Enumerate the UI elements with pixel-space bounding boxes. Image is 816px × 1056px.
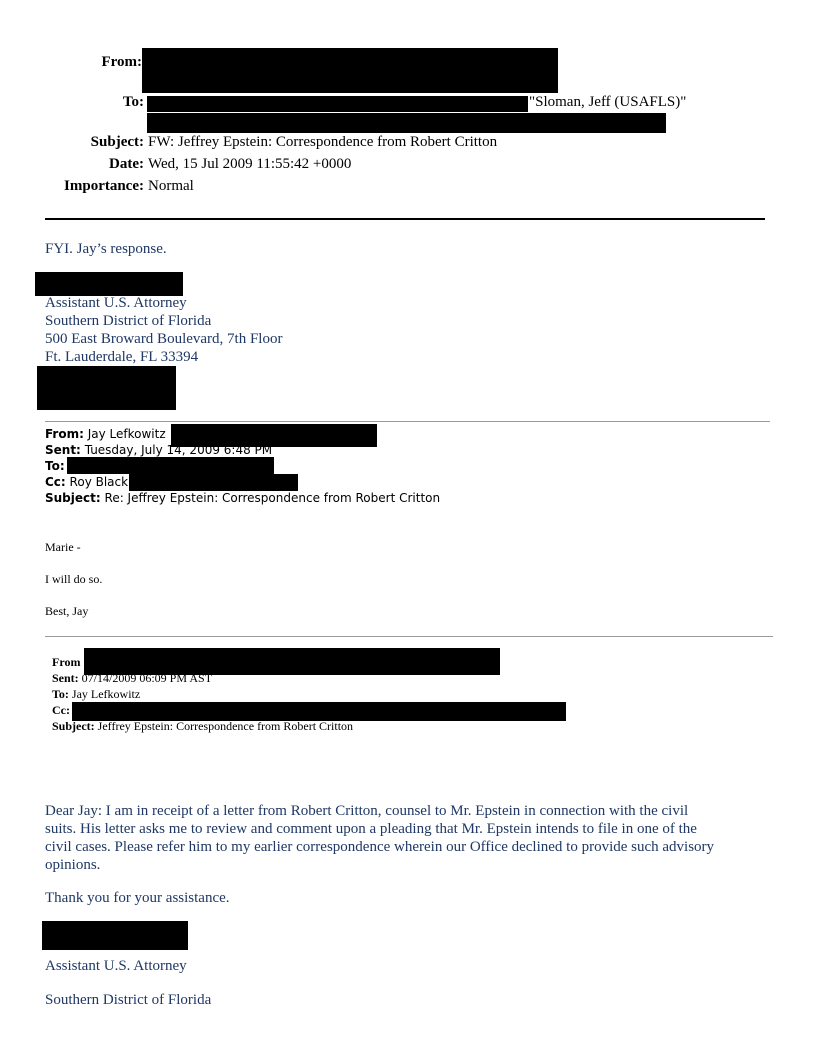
letter-line-4: opinions.: [45, 857, 101, 873]
header-importance-label: Importance:: [64, 178, 144, 194]
reply-sent-value: Tuesday, July 14, 2009 6:48 PM: [84, 443, 273, 457]
letter-line-3: civil cases. Please refer him to my earlier correspondence wherein our Office declined to provide such advisory: [45, 839, 715, 855]
redaction-block: [35, 272, 183, 296]
header-subject-value: FW: Jeffrey Epstein: Correspondence from Robert Critton: [148, 134, 498, 150]
signature-city: Ft. Lauderdale, FL 33394: [45, 349, 199, 365]
original-divider: [45, 636, 773, 637]
redaction-block: [147, 113, 666, 133]
reply-to-label: To:: [45, 459, 65, 473]
original-subject-line: Subject: Jeffrey Epstein: Correspondence from Robert Critton: [52, 719, 354, 733]
signature-district: Southern District of Florida: [45, 313, 212, 329]
header-importance-value: Normal: [148, 178, 194, 194]
reply-subject-value: Re: Jeffrey Epstein: Correspondence from Robert Critton: [104, 491, 441, 505]
reply-body: I will do so.: [45, 572, 103, 586]
redaction-block: [37, 366, 176, 410]
redaction-block: [42, 921, 188, 950]
reply-greeting: Marie -: [45, 540, 81, 554]
original-signature-title: Assistant U.S. Attorney: [45, 958, 187, 974]
signature-title: Assistant U.S. Attorney: [45, 295, 187, 311]
letter-line-1: Dear Jay: I am in receipt of a letter from Robert Critton, counsel to Mr. Epstein in connection with the civil: [45, 803, 689, 819]
original-from-label: From: [52, 655, 81, 669]
reply-divider: [45, 421, 770, 422]
redaction-block: [67, 457, 274, 474]
header-from-label: From:: [101, 54, 142, 70]
reply-cc-value: Roy Black: [69, 475, 129, 489]
reply-subject-line: Subject: Re: Jeffrey Epstein: Correspondence from Robert Critton: [45, 491, 441, 505]
header-date-label: Date:: [109, 156, 144, 172]
reply-sent-line: Sent: Tuesday, July 14, 2009 6:48 PM: [45, 443, 273, 457]
original-signature-district: Southern District of Florida: [45, 992, 212, 1008]
thanks-text: Thank you for your assistance.: [45, 890, 230, 906]
redaction-block: [142, 48, 558, 93]
reply-from-line: From: Jay Lefkowitz: [45, 427, 166, 441]
header-date-value: Wed, 15 Jul 2009 11:55:42 +0000: [148, 156, 352, 172]
letter-line-2: suits. His letter asks me to review and comment upon a pleading that Mr. Epstein intends to file in one of the: [45, 821, 697, 837]
redaction-block: [129, 474, 298, 491]
original-sent-value: 07/14/2009 06:09 PM AST: [81, 671, 213, 685]
header-subject-label: Subject:: [90, 134, 144, 150]
original-cc-label: Cc:: [52, 703, 70, 717]
original-to-line: To: Jay Lefkowitz: [52, 687, 141, 701]
signature-address: 500 East Broward Boulevard, 7th Floor: [45, 331, 283, 347]
header-divider: [45, 218, 765, 220]
header-to-label: To:: [122, 94, 144, 110]
original-subject-value: Jeffrey Epstein: Correspondence from Robert Critton: [97, 719, 354, 733]
reply-signoff: Best, Jay: [45, 604, 89, 618]
header-to-value: "Sloman, Jeff (USAFLS)": [529, 94, 687, 110]
reply-from-value: Jay Lefkowitz: [87, 427, 166, 441]
original-sent-line: Sent: 07/14/2009 06:09 PM AST: [52, 671, 213, 685]
fyi-text: FYI. Jay’s response.: [45, 241, 167, 257]
redaction-block: [147, 96, 528, 112]
original-to-value: Jay Lefkowitz: [71, 687, 141, 701]
reply-cc-line: Cc: Roy Black: [45, 475, 129, 489]
